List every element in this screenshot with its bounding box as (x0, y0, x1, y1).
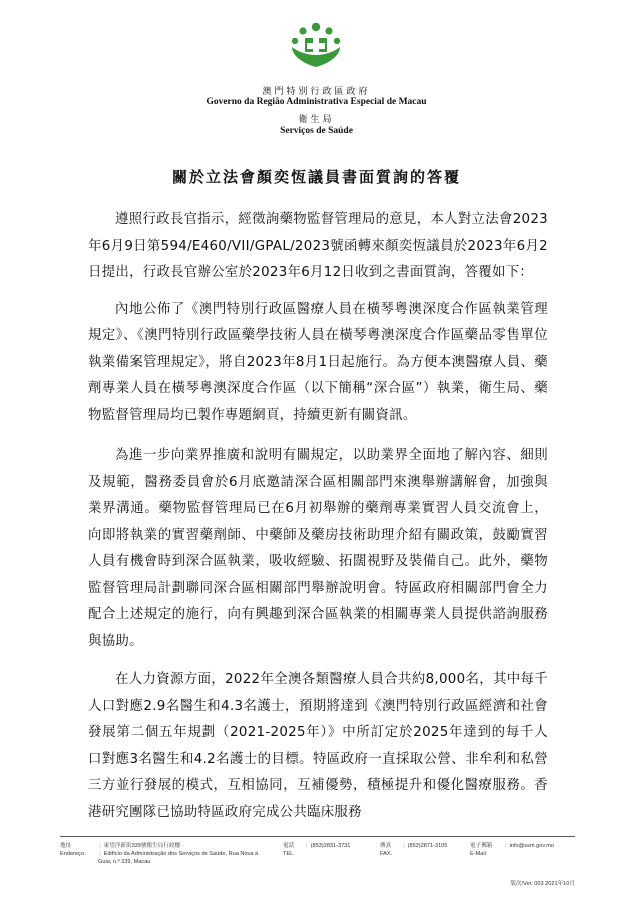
health-bureau-emblem-icon (290, 22, 342, 68)
paragraph-intro: 遵照行政長官指示，經徵詢藥物監督管理局的意見，本人對立法會2023年6月9日第594/E460/VII/GPAL/2023號函轉來顏奕恆議員於2023年6月2日提出，行政長官辦公室於2023年6月12日收到之書面質詢，答覆如下： (88, 212, 548, 280)
telephone-label-portuguese: TEL. (283, 851, 295, 857)
fax-label-portuguese: FAX. (380, 851, 393, 857)
department-name-portuguese: Serviços de Saúde (280, 126, 353, 136)
telephone-label-chinese: 電話 (283, 843, 295, 849)
document-body (88, 207, 548, 826)
government-name-chinese: 澳門特別行政區政府 (262, 87, 371, 97)
department-name-chinese: 衛生局 (298, 115, 335, 125)
government-name-portuguese: Governo da Região Administrativa Especial de Macau (206, 97, 427, 107)
fax-number: ：(853)2871-3105 (402, 843, 448, 849)
address-label-portuguese: Endereço (60, 851, 84, 857)
address-portuguese: ：Edifício da Administração dos Serviços de Saúde, Rua Nova à Guia, n.º 339, Macau (98, 851, 259, 865)
paragraph-human-resources: 在人力資源方面，2022年全澳各類醫療人員合共約8,000名，其中每千人口對應2.9名醫生和4.3名護士，預期將達到《澳門特別行政區經濟和社會發展第二個五年規劃（2021-2025年）》中所訂定於2025年達到的每千人口對應3名醫生和4.2名護士的目標。特區政府一直採取公營、非牟利和私營三方並行發展的模式，互相協同，互補優勢，積極提升和優化醫療服務。香港研究團隊已協助特區政府完成公共臨床服務 (88, 672, 548, 820)
email-address[interactable]: ：info@ssm.gov.mo (504, 843, 555, 849)
telephone-number: ：(853)2831-3731 (305, 843, 351, 849)
address-chinese: ：東望洋新街339號衛生局行政樓 (98, 843, 181, 849)
paragraph-promotion: 為進一步向業界推廣和說明有關規定，以助業界全面地了解內容、細則及規範，醫務委員會於6月底邀請深合區相關部門來澳舉辦講解會，加強與業界溝通。藥物監督管理局已在6月初舉辦的藥劑專業實習人員交流會上，向即將執業的實習藥劑師、中藥師及藥房技術助理介紹有關政策，鼓勵實習人員有機會時到深合區執業，吸收經驗、拓闊視野及裝備自己。此外，藥物監督管理局計劃聯同深合區相關部門舉辦說明會。特區政府相關部門會全力配合上述規定的施行，向有興趣到深合區執業的相關專業人員提供諮詢服務與協助。 (88, 448, 548, 649)
email-label-chinese: 電子郵箱 (470, 843, 493, 849)
fax-label-chinese: 傳真 (380, 843, 392, 849)
paragraph-regulations: 內地公佈了《澳門特別行政區醫療人員在橫琴粵澳深度合作區執業管理規定》、《澳門特別行政區藥學技術人員在橫琴粵澳深度合作區藥品零售單位執業備案管理規定》，將自2023年8月1日起施行。為方便本澳醫療人員、藥劑專業人員在橫琴粵澳深度合作區（以下簡稱“深合區”）執業，衛生局、藥物監督管理局均已製作專題網頁，持續更新有關資訊。 (88, 301, 548, 423)
email-label-portuguese: E-Mail (470, 851, 486, 857)
version-note: 版次/Ver. 003 2021年10月 (510, 881, 575, 887)
address-label-chinese: 地址 (60, 843, 72, 849)
document-title: 關於立法會顏奕恆議員書面質詢的答覆 (171, 168, 461, 186)
footer-divider (60, 836, 575, 837)
